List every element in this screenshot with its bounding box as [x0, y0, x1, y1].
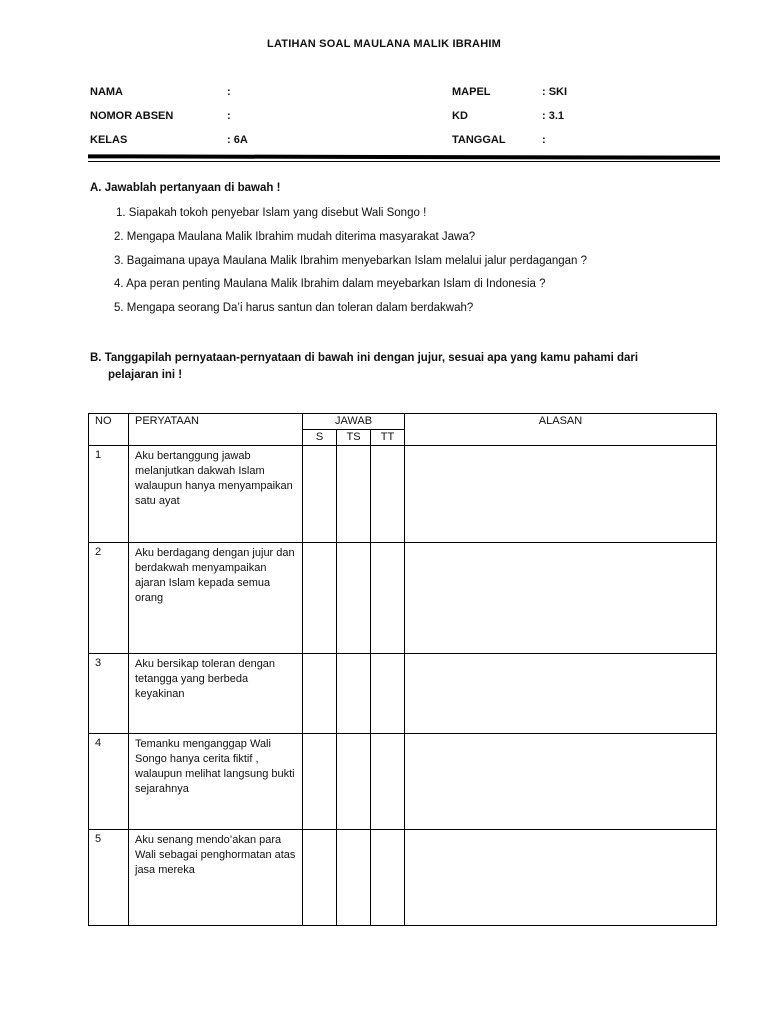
- kd-value: : 3.1: [542, 110, 565, 122]
- header-no: NO: [89, 414, 129, 446]
- mapel-label: MAPEL: [452, 86, 491, 98]
- header-divider-thin: [88, 161, 720, 162]
- worksheet-title: LATIHAN SOAL MAULANA MALIK IBRAHIM: [267, 38, 501, 50]
- answer-ts-cell[interactable]: [337, 654, 371, 734]
- reason-cell[interactable]: [405, 654, 717, 734]
- question-2: 2. Mengapa Maulana Malik Ibrahim mudah diterima masyarakat Jawa?: [114, 231, 476, 243]
- answer-tt-cell[interactable]: [371, 734, 405, 830]
- section-b-heading-line1: B. Tanggapilah pernyataan-pernyataan di bawah ini dengan jujur, sesuai apa yang kamu pahami dari: [90, 352, 639, 364]
- table-row: [89, 543, 717, 654]
- row-number: 5: [89, 830, 129, 926]
- row-number: 3: [89, 654, 129, 734]
- answer-s-cell[interactable]: [303, 734, 337, 830]
- header-statement: PERYATAAN: [129, 414, 303, 446]
- reason-cell[interactable]: [405, 830, 717, 926]
- question-3: 3. Bagaimana upaya Maulana Malik Ibrahim menyebarkan Islam melalui jalur perdagangan ?: [114, 255, 588, 267]
- row-number: 4: [89, 734, 129, 830]
- table-row: [89, 446, 717, 543]
- section-b-heading-line2: pelajaran ini !: [108, 369, 183, 381]
- row-statement: Aku bersikap toleran dengan tetangga yang berbeda keyakinan: [129, 654, 303, 734]
- answer-ts-cell[interactable]: [337, 734, 371, 830]
- section-b-heading: [90, 350, 638, 384]
- mapel-value: : SKI: [542, 86, 568, 98]
- header-ts: TS: [337, 430, 371, 446]
- row-number: 2: [89, 543, 129, 654]
- answer-s-cell[interactable]: [303, 543, 337, 654]
- answer-s-cell[interactable]: [303, 830, 337, 926]
- reason-cell[interactable]: [405, 446, 717, 543]
- answer-tt-cell[interactable]: [371, 830, 405, 926]
- response-table: [88, 413, 717, 926]
- question-5: 5. Mengapa seorang Da’i harus santun dan toleran dalam berdakwah?: [114, 302, 474, 314]
- nama-value: :: [227, 86, 231, 98]
- answer-tt-cell[interactable]: [371, 654, 405, 734]
- row-number: 1: [89, 446, 129, 543]
- row-statement: Aku berdagang dengan jujur dan berdakwah menyampaikan ajaran Islam kepada semua orang: [129, 543, 303, 654]
- reason-cell[interactable]: [405, 543, 717, 654]
- kelas-label: KELAS: [90, 134, 128, 146]
- nama-label: NAMA: [90, 86, 123, 98]
- table-row: [89, 734, 717, 830]
- section-a-heading: A. Jawablah pertanyaan di bawah !: [90, 182, 281, 194]
- kd-label: KD: [452, 110, 468, 122]
- header-answer: JAWAB: [303, 414, 405, 430]
- question-4: 4. Apa peran penting Maulana Malik Ibrahim dalam meyebarkan Islam di Indonesia ?: [114, 278, 546, 290]
- table-row: [89, 654, 717, 734]
- row-statement: Aku senang mendo’akan para Wali sebagai penghormatan atas jasa mereka: [129, 830, 303, 926]
- kelas-value: : 6A: [227, 134, 248, 146]
- answer-tt-cell[interactable]: [371, 543, 405, 654]
- row-statement: Temanku menganggap Wali Songo hanya cerita fiktif , walaupun melihat langsung bukti sejarahnya: [129, 734, 303, 830]
- question-1: 1. Siapakah tokoh penyebar Islam yang disebut Wali Songo !: [116, 207, 427, 219]
- header-tt: TT: [371, 430, 405, 446]
- answer-ts-cell[interactable]: [337, 543, 371, 654]
- tanggal-value: :: [542, 134, 546, 146]
- header-reason: ALASAN: [405, 414, 717, 446]
- answer-ts-cell[interactable]: [337, 446, 371, 543]
- header-s: S: [303, 430, 337, 446]
- answer-tt-cell[interactable]: [371, 446, 405, 543]
- answer-s-cell[interactable]: [303, 446, 337, 543]
- answer-ts-cell[interactable]: [337, 830, 371, 926]
- table-row: [89, 830, 717, 926]
- answer-s-cell[interactable]: [303, 654, 337, 734]
- header-divider-thick: [88, 154, 720, 159]
- reason-cell[interactable]: [405, 734, 717, 830]
- tanggal-label: TANGGAL: [452, 134, 506, 146]
- nomor-absen-value: :: [227, 110, 231, 122]
- nomor-absen-label: NOMOR ABSEN: [90, 110, 174, 122]
- row-statement: Aku bertanggung jawab melanjutkan dakwah Islam walaupun hanya menyampaikan satu ayat: [129, 446, 303, 543]
